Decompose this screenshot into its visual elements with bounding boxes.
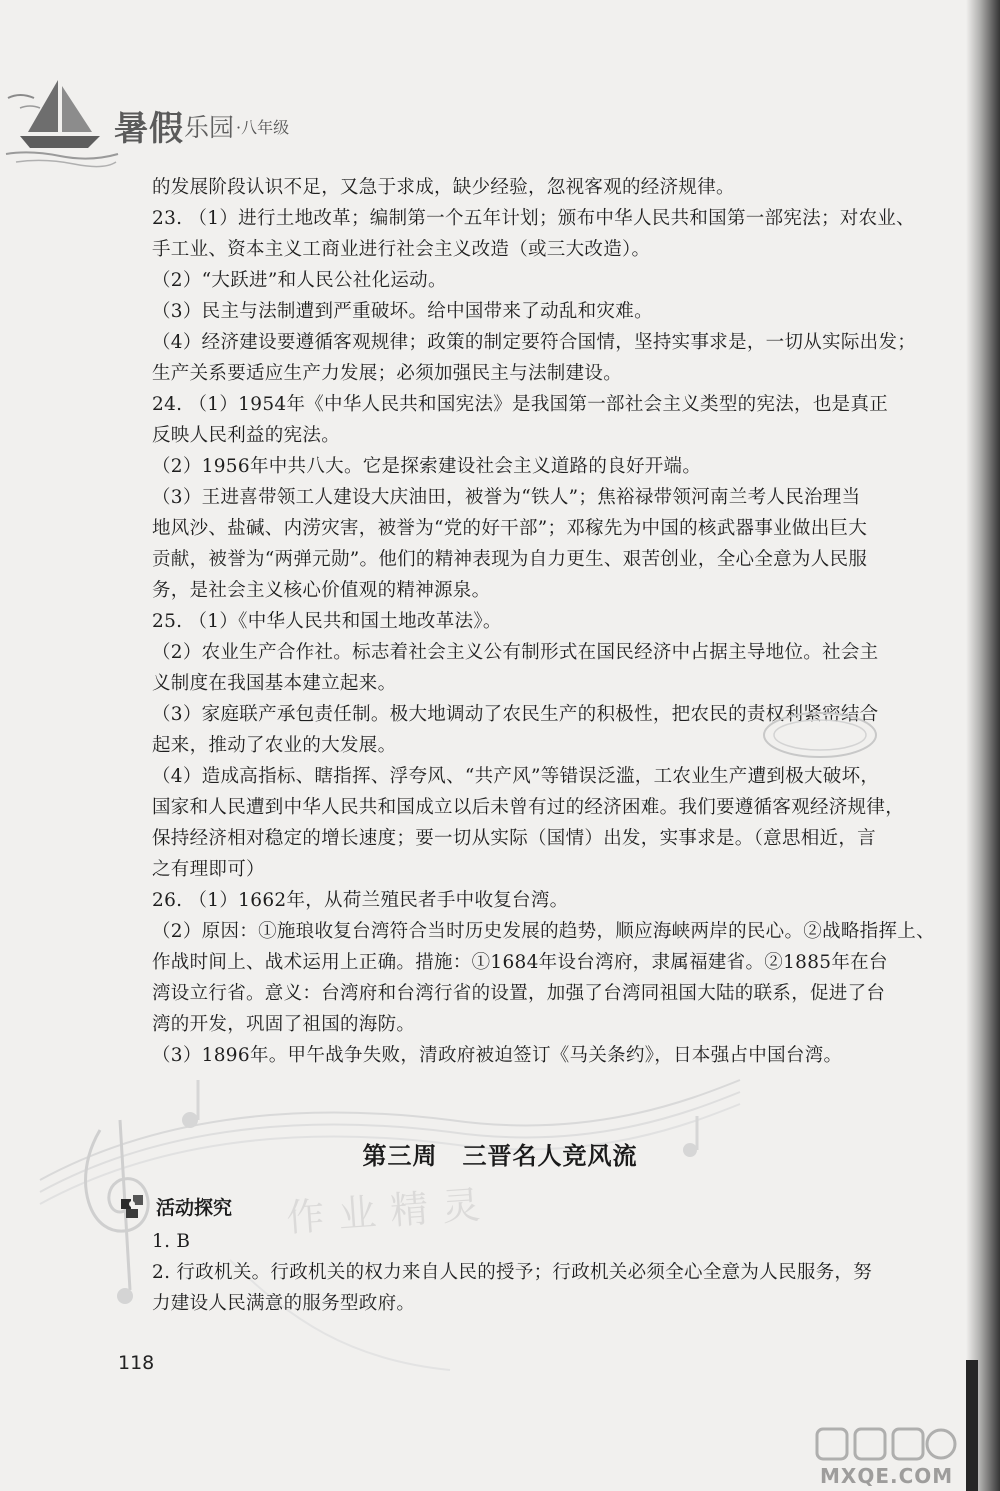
answer-line: 湾的开发，巩固了祖国的海防。 bbox=[152, 1014, 416, 1035]
answer-line: （2）农业生产合作社。标志着社会主义公有制形式在国民经济中占据主导地位。社会主 bbox=[152, 642, 879, 663]
activity-answers bbox=[152, 1226, 904, 1319]
answer-line: （2）原因：①施琅收复台湾符合当时历史发展的趋势，顺应海峡两岸的民心。②战略指挥上、 bbox=[152, 921, 935, 942]
site-logo-text: MXQE.COM bbox=[820, 1464, 954, 1488]
brand-subtitle: 乐园 bbox=[184, 113, 235, 142]
answer-line: 保持经济相对稳定的增长速度；要一切从实际（国情）出发，实事求是。（意思相近，言 bbox=[152, 828, 876, 849]
answer-line: 2. 行政机关。行政机关的权力来自人民的授予；行政机关必须全心全意为人民服务，努 bbox=[152, 1262, 873, 1283]
section-label: 活动探究 bbox=[156, 1196, 233, 1219]
answer-line: 手工业、资本主义工商业进行社会主义改造（或三大改造）。 bbox=[152, 239, 651, 260]
page-edge-shadow bbox=[966, 0, 1000, 1491]
stamp-badge-icon bbox=[760, 710, 880, 760]
answer-line: 1. B bbox=[152, 1231, 191, 1252]
answer-line: （4）造成高指标、瞎指挥、浮夸风、“共产风”等错误泛滥，工农业生产遭到极大破坏， bbox=[152, 766, 880, 787]
answer-line: 国家和人民遭到中华人民共和国成立以后未曾有过的经济困难。我们要遵循客观经济规律， bbox=[152, 797, 905, 818]
answer-line: 地风沙、盐碱、内涝灾害，被誉为“党的好干部”；邓稼先为中国的核武器事业做出巨大 bbox=[152, 518, 868, 539]
answer-line: （3）1896年。甲午战争失败，清政府被迫签订《马关条约》，日本强占中国台湾。 bbox=[152, 1045, 843, 1066]
answer-list bbox=[152, 172, 935, 1071]
answer-line: 务，是社会主义核心价值观的精神源泉。 bbox=[152, 580, 491, 601]
answer-line: （2）1956年中共八大。它是探索建设社会主义道路的良好开端。 bbox=[152, 456, 702, 477]
answer-line: 反映人民利益的宪法。 bbox=[152, 425, 341, 446]
answer-line: （3）民主与法制遭到严重破坏。给中国带来了动乱和灾难。 bbox=[152, 301, 653, 322]
puzzle-icon bbox=[118, 1191, 148, 1221]
answer-line: 23. （1）进行土地改革；编制第一个五年计划；颁布中华人民共和国第一部宪法；对农业、 bbox=[152, 208, 915, 229]
answer-line: 24. （1）1954年《中华人民共和国宪法》是我国第一部社会主义类型的宪法，也是真正 bbox=[152, 394, 889, 415]
answer-line: 之有理即可） bbox=[152, 859, 265, 880]
answer-line: 起来，推动了农业的大发展。 bbox=[152, 735, 397, 756]
watermark-text: 作业精灵 bbox=[284, 1181, 496, 1241]
answer-line: 义制度在我国基本建立起来。 bbox=[152, 673, 397, 694]
answer-line: 生产关系要适应生产力发展；必须加强民主与法制建设。 bbox=[152, 363, 623, 384]
answer-line: 贡献，被誉为“两弹元勋”。他们的精神表现为自力更生、艰苦创业，全心全意为人民服 bbox=[152, 549, 868, 570]
section-header bbox=[118, 1190, 232, 1222]
week-title: 第三周 三晋名人竞风流 bbox=[362, 1142, 638, 1170]
answer-line: 25. （1）《中华人民共和国土地改革法》。 bbox=[152, 611, 502, 632]
answer-line: （3）家庭联产承包责任制。极大地调动了农民生产的积极性，把农民的责权利紧密结合 bbox=[152, 704, 879, 725]
grade-label: ·八年级 bbox=[236, 118, 290, 137]
answer-line: （4）经济建设要遵循客观规律；政策的制定要符合国情，坚持实事求是，一切从实际出发； bbox=[152, 332, 917, 353]
answer-line: 作战时间上、战术运用上正确。措施：①1684年设台湾府，隶属福建省。②1885年在台 bbox=[152, 952, 888, 973]
answer-line: 的发展阶段认识不足，又急于求成，缺少经验，忽视客观的经济规律。 bbox=[152, 177, 735, 198]
answer-line: （2）“大跃进”和人民公社化运动。 bbox=[152, 270, 447, 291]
page-edge-dark bbox=[966, 1360, 978, 1491]
answer-line: 湾设立行省。意义：台湾府和台湾行省的设置，加强了台湾同祖国大陆的联系，促进了台 bbox=[152, 983, 886, 1004]
site-logo-icon bbox=[815, 1425, 965, 1465]
answer-line: （3）王进喜带领工人建设大庆油田，被誉为“铁人”；焦裕禄带领河南兰考人民治理当 bbox=[152, 487, 861, 508]
answer-line: 26. （1）1662年，从荷兰殖民者手中收复台湾。 bbox=[152, 890, 569, 911]
brand-title: 暑假 bbox=[114, 109, 184, 149]
sailboat-icon bbox=[0, 70, 120, 180]
answer-line: 力建设人民满意的服务型政府。 bbox=[152, 1293, 416, 1314]
page-number: 118 bbox=[118, 1352, 155, 1374]
